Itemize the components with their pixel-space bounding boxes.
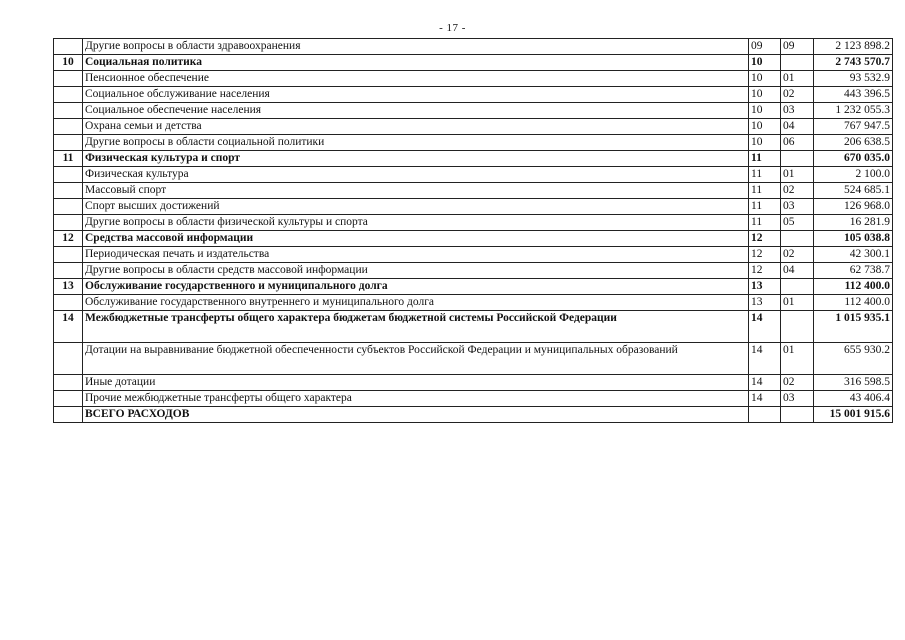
subsection-code-cell: 09 <box>781 39 814 55</box>
row-number-cell <box>54 375 83 391</box>
section-code-cell: 11 <box>749 167 781 183</box>
expense-name-cell: Социальное обслуживание населения <box>83 87 749 103</box>
expense-name-cell: Охрана семьи и детства <box>83 119 749 135</box>
section-code-cell: 14 <box>749 391 781 407</box>
section-row <box>54 151 893 167</box>
page-number: - 17 - <box>439 22 466 34</box>
subsection-code-cell <box>781 151 814 167</box>
table-row <box>54 39 893 55</box>
amount-cell: 112 400.0 <box>814 295 893 311</box>
table-row <box>54 391 893 407</box>
row-number-cell: 11 <box>54 151 83 167</box>
subsection-code-cell: 01 <box>781 343 814 375</box>
expense-name-cell: Обслуживание государственного внутреннего и муниципального долга <box>83 295 749 311</box>
amount-cell: 105 038.8 <box>814 231 893 247</box>
table-row <box>54 247 893 263</box>
row-number-cell <box>54 295 83 311</box>
expense-name-cell: Массовый спорт <box>83 183 749 199</box>
table-row <box>54 263 893 279</box>
row-number-cell: 10 <box>54 55 83 71</box>
expense-name-cell: Социальная политика <box>83 55 749 71</box>
section-code-cell: 10 <box>749 55 781 71</box>
row-number-cell: 13 <box>54 279 83 295</box>
table-row <box>54 135 893 151</box>
row-number-cell <box>54 167 83 183</box>
section-code-cell: 12 <box>749 263 781 279</box>
expense-name-cell: ВСЕГО РАСХОДОВ <box>83 407 749 423</box>
table-row <box>54 87 893 103</box>
amount-cell: 112 400.0 <box>814 279 893 295</box>
row-number-cell <box>54 87 83 103</box>
amount-cell: 767 947.5 <box>814 119 893 135</box>
table-row <box>54 119 893 135</box>
section-row <box>54 311 893 343</box>
row-number-cell <box>54 135 83 151</box>
row-number-cell <box>54 103 83 119</box>
subsection-code-cell: 05 <box>781 215 814 231</box>
section-code-cell: 10 <box>749 87 781 103</box>
amount-cell: 1 232 055.3 <box>814 103 893 119</box>
row-number-cell: 14 <box>54 311 83 343</box>
table-row <box>54 295 893 311</box>
table-row <box>54 375 893 391</box>
row-number-cell <box>54 263 83 279</box>
amount-cell: 2 123 898.2 <box>814 39 893 55</box>
subsection-code-cell <box>781 279 814 295</box>
section-row <box>54 407 893 423</box>
row-number-cell <box>54 199 83 215</box>
amount-cell: 443 396.5 <box>814 87 893 103</box>
section-code-cell: 14 <box>749 311 781 343</box>
subsection-code-cell: 02 <box>781 247 814 263</box>
section-code-cell: 11 <box>749 183 781 199</box>
amount-cell: 524 685.1 <box>814 183 893 199</box>
section-code-cell: 13 <box>749 295 781 311</box>
section-row <box>54 55 893 71</box>
section-code-cell: 10 <box>749 135 781 151</box>
subsection-code-cell: 04 <box>781 119 814 135</box>
subsection-code-cell: 02 <box>781 375 814 391</box>
row-number-cell <box>54 71 83 87</box>
subsection-code-cell <box>781 311 814 343</box>
section-code-cell: 10 <box>749 103 781 119</box>
expense-name-cell: Средства массовой информации <box>83 231 749 247</box>
table-row <box>54 71 893 87</box>
amount-cell: 42 300.1 <box>814 247 893 263</box>
subsection-code-cell: 02 <box>781 87 814 103</box>
amount-cell: 655 930.2 <box>814 343 893 375</box>
section-code-cell <box>749 407 781 423</box>
section-code-cell: 10 <box>749 71 781 87</box>
amount-cell: 316 598.5 <box>814 375 893 391</box>
expense-name-cell: Межбюджетные трансферты общего характера бюджетам бюджетной системы Российской Федерации <box>83 311 749 343</box>
budget-expenditure-table <box>53 38 893 423</box>
subsection-code-cell: 01 <box>781 167 814 183</box>
subsection-code-cell: 03 <box>781 391 814 407</box>
section-code-cell: 14 <box>749 343 781 375</box>
row-number-cell <box>54 119 83 135</box>
subsection-code-cell <box>781 231 814 247</box>
expense-name-cell: Иные дотации <box>83 375 749 391</box>
subsection-code-cell: 01 <box>781 295 814 311</box>
row-number-cell <box>54 39 83 55</box>
amount-cell: 670 035.0 <box>814 151 893 167</box>
subsection-code-cell: 06 <box>781 135 814 151</box>
expense-name-cell: Дотации на выравнивание бюджетной обеспеченности субъектов Российской Федерации и муниципальных образований <box>83 343 749 375</box>
table-row <box>54 103 893 119</box>
expense-name-cell: Физическая культура <box>83 167 749 183</box>
subsection-code-cell: 02 <box>781 183 814 199</box>
table-row <box>54 343 893 375</box>
section-code-cell: 09 <box>749 39 781 55</box>
expense-name-cell: Физическая культура и спорт <box>83 151 749 167</box>
subsection-code-cell: 04 <box>781 263 814 279</box>
subsection-code-cell <box>781 407 814 423</box>
section-code-cell: 13 <box>749 279 781 295</box>
expense-name-cell: Прочие межбюджетные трансферты общего характера <box>83 391 749 407</box>
expense-name-cell: Социальное обеспечение населения <box>83 103 749 119</box>
amount-cell: 93 532.9 <box>814 71 893 87</box>
section-code-cell: 11 <box>749 199 781 215</box>
subsection-code-cell <box>781 55 814 71</box>
amount-cell: 43 406.4 <box>814 391 893 407</box>
amount-cell: 1 015 935.1 <box>814 311 893 343</box>
row-number-cell <box>54 247 83 263</box>
row-number-cell <box>54 343 83 375</box>
expense-name-cell: Обслуживание государственного и муниципального долга <box>83 279 749 295</box>
amount-cell: 16 281.9 <box>814 215 893 231</box>
subsection-code-cell: 03 <box>781 199 814 215</box>
amount-cell: 62 738.7 <box>814 263 893 279</box>
section-code-cell: 12 <box>749 247 781 263</box>
subsection-code-cell: 03 <box>781 103 814 119</box>
section-row <box>54 231 893 247</box>
table-row <box>54 199 893 215</box>
table-row <box>54 183 893 199</box>
row-number-cell <box>54 183 83 199</box>
row-number-cell: 12 <box>54 231 83 247</box>
row-number-cell <box>54 391 83 407</box>
section-code-cell: 14 <box>749 375 781 391</box>
expense-name-cell: Другие вопросы в области здравоохранения <box>83 39 749 55</box>
section-code-cell: 11 <box>749 151 781 167</box>
table-row <box>54 167 893 183</box>
expense-name-cell: Спорт высших достижений <box>83 199 749 215</box>
expense-name-cell: Пенсионное обеспечение <box>83 71 749 87</box>
expense-name-cell: Периодическая печать и издательства <box>83 247 749 263</box>
section-code-cell: 11 <box>749 215 781 231</box>
amount-cell: 15 001 915.6 <box>814 407 893 423</box>
amount-cell: 2 100.0 <box>814 167 893 183</box>
subsection-code-cell: 01 <box>781 71 814 87</box>
section-code-cell: 12 <box>749 231 781 247</box>
amount-cell: 126 968.0 <box>814 199 893 215</box>
expense-name-cell: Другие вопросы в области социальной политики <box>83 135 749 151</box>
table-row <box>54 215 893 231</box>
table-body <box>54 39 893 423</box>
expense-name-cell: Другие вопросы в области физической культуры и спорта <box>83 215 749 231</box>
row-number-cell <box>54 407 83 423</box>
expense-name-cell: Другие вопросы в области средств массовой информации <box>83 263 749 279</box>
section-row <box>54 279 893 295</box>
row-number-cell <box>54 215 83 231</box>
amount-cell: 206 638.5 <box>814 135 893 151</box>
section-code-cell: 10 <box>749 119 781 135</box>
amount-cell: 2 743 570.7 <box>814 55 893 71</box>
